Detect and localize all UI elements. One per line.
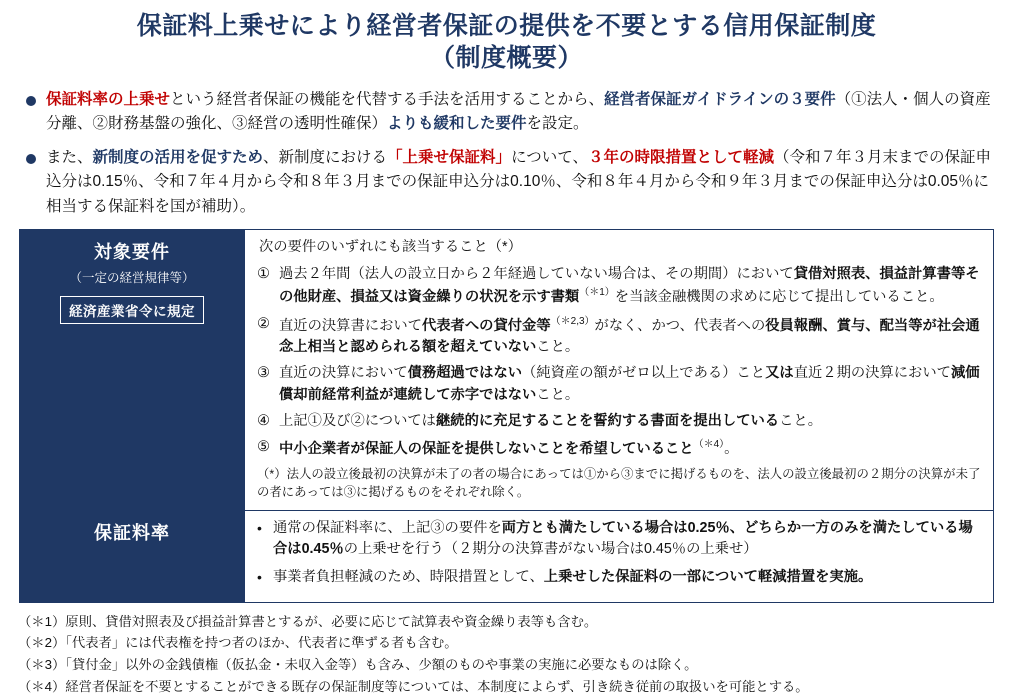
list-item-text: 直近の決算書において代表者への貸付金等$^{(*2,3)}$がなく、かつ、代表者への役員報酬、賞与、配当等が社会通念上相当と認められる額を超えていないこと。 (279, 315, 980, 355)
row-body-fee-rate (245, 510, 994, 602)
requirements-lead: 次の要件のいずれにも該当すること（*） (259, 239, 522, 256)
summary-bullets (26, 88, 991, 219)
footnote-line: （＊3）「貸付金」以外の金銭債権（仮払金・未収入金等）も含み、少額のものや事業の実施に必要なものは除く。 (18, 657, 698, 672)
list-item (257, 363, 983, 406)
status-badge: 経済産業省令に規定 (60, 296, 204, 324)
row-label-title: 対象要件 (94, 242, 170, 263)
table-row-requirements (20, 230, 994, 510)
list-item-number: ① (257, 265, 270, 282)
row-body-requirements (245, 230, 994, 510)
list-item-text: 中小企業者が保証人の保証を提供しないことを希望していること$^{(*4)}$。 (279, 439, 739, 458)
list-item-number: ④ (257, 413, 270, 430)
bullet-dot-icon: • (257, 519, 262, 536)
footnote-line: （＊4）経営者保証を不要とすることができる既存の保証制度等については、本制度によらず、引き続き従前の取扱いを可能とする。 (18, 678, 809, 694)
list-item (257, 518, 983, 561)
list-item-text: 直近の決算において債務超過ではない（純資産の額がゼロ以上である）こと又は直近２期の決算において減価償却前経常利益が連続して赤字ではないこと。 (279, 365, 980, 403)
list-item (257, 437, 983, 460)
bullet-dot-icon: • (257, 568, 262, 585)
footnote-line: （＊2）「代表者」には代表権を持つ者のほか、代表者に準ずる者も含む。 (18, 635, 458, 651)
row-label-requirements (20, 230, 245, 510)
page-title (0, 0, 1013, 76)
bullet-text: また、新制度の活用を促すため、新制度における「上乗せ保証料」について、３年の時限措置として軽減（令和７年３月末までの保証申込分は0.15％、令和７年４月から令和８年３月までの保証申込分は0.10％、令和８年４月から令和９年３月までの保証申込分は0.05％に相当する保証料を国が補助）。 (46, 148, 991, 215)
requirements-footnote: （*）法人の設立後最初の決算が未了の者の場合にあっては①から③までに掲げるものを、法人の設立後最初の２期分の決算が未了の者にあっては③に掲げるものをそれぞれ除く。 (257, 466, 981, 499)
page-footnotes (18, 611, 993, 697)
fee-rate-list (257, 518, 983, 588)
page-title-line1: 保証料上乗せにより経営者保証の提供を不要とする信用保証制度 (136, 12, 877, 40)
list-item-number: ⑤ (257, 439, 270, 456)
page-title-line2: （制度概要） (429, 44, 583, 72)
list-item-number: ② (257, 315, 270, 332)
list-item-text: 通常の保証料率に、上記③の要件を両方とも満たしている場合は0.25％、どちらか一方のみを満たしている場合は0.45％の上乗せを行う（２期分の決算書がない場合は0.45％の上乗せ） (273, 519, 973, 558)
list-item (257, 314, 983, 359)
list-item-number: ③ (257, 365, 270, 382)
footnote-line: （＊1）原則、貸借対照表及び損益計算書とするが、必要に応じて試算表や資金繰り表等も含む。 (18, 613, 598, 629)
bullet-item (26, 88, 991, 137)
list-item-text: 事業者負担軽減のため、時限措置として、上乗せした保証料の一部について軽減措置を実施。 (273, 568, 873, 585)
list-item (257, 567, 983, 588)
bullet-item (26, 146, 991, 219)
row-label-title: 保証料率 (94, 522, 170, 543)
bullet-dot-icon (26, 96, 36, 106)
list-item (257, 264, 983, 309)
row-label-fee-rate (20, 510, 245, 602)
scheme-table (19, 229, 994, 603)
row-label-subtitle: （一定の経営規律等） (69, 271, 195, 286)
bullet-dot-icon (26, 154, 36, 164)
table-row-fee-rate (20, 510, 994, 602)
bullet-text: 保証料率の上乗せという経営者保証の機能を代替する手法を活用することから、経営者保証ガイドラインの３要件（①法人・個人の資産分離、②財務基盤の強化、③経営の透明性確保）よりも緩和した要件を設定。 (46, 91, 991, 133)
list-item (257, 411, 983, 432)
list-item-text: 上記①及び②については継続的に充足することを誓約する書面を提出していること。 (279, 413, 822, 430)
requirements-list (257, 264, 983, 461)
list-item-text: 過去２年間（法人の設立日から２年経過していない場合は、その期間）において貸借対照表、損益計算書等その他財産、損益又は資金繰りの状況を示す書類$^{(*1)}$を当該金融機関の求めに応じて提出していること。 (279, 265, 980, 306)
